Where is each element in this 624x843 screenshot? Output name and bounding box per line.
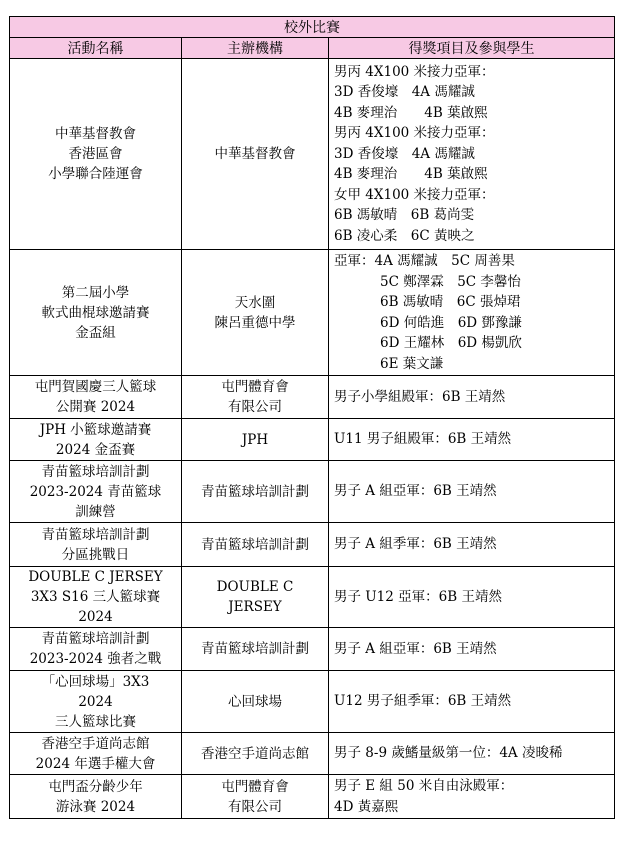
award-cell <box>329 775 615 819</box>
table-header-row <box>10 38 615 59</box>
organizer-line: 青苗籃球培訓計劃 <box>201 483 309 500</box>
organizer-line: 青苗籃球培訓計劃 <box>201 641 309 657</box>
award-line: 亞軍：4A 馮耀誠 5C 周善果 <box>334 253 515 269</box>
event-name-cell <box>10 775 182 819</box>
event-name-line: 中華基督教會 <box>55 126 136 142</box>
table-row <box>10 376 615 419</box>
event-name-line: 2024 <box>78 609 113 625</box>
table-row <box>10 419 615 461</box>
event-name-cell <box>10 461 182 523</box>
award-line: 男子 A 組亞軍：6B 王靖然 <box>334 483 497 500</box>
event-name-line: 3X3 S16 三人籃球賽 <box>30 589 161 605</box>
table-row <box>10 733 615 775</box>
award-line: 男子 A 組季軍：6B 王靖然 <box>334 536 497 553</box>
event-name-line: 2024 金盃賽 <box>55 441 136 458</box>
organizer-cell <box>182 671 329 733</box>
award-cell <box>329 567 615 628</box>
event-name-line: 屯門賀國慶三人籃球 <box>34 379 157 395</box>
event-name-cell <box>10 733 182 775</box>
award-line: 男丙 4X100 米接力亞軍： <box>334 125 495 142</box>
award-line: 4B 麥理治 4B 葉啟熙 <box>334 166 488 183</box>
award-line: 男子 A 組亞軍：6B 王靖然 <box>334 640 497 657</box>
event-name-line: 香港區會 <box>68 146 123 162</box>
table-title-row <box>10 17 615 38</box>
award-cell <box>329 628 615 671</box>
award-cell <box>329 250 615 376</box>
event-name-cell <box>10 567 182 628</box>
award-line: U11 男子組殿軍：6B 王靖然 <box>334 431 512 448</box>
award-cell <box>329 733 615 775</box>
event-name-line: 2023-2024 強者之戰 <box>29 651 162 667</box>
organizer-line: 香港空手道尚志館 <box>201 745 309 762</box>
table-title: 校外比賽 <box>10 17 615 38</box>
award-line: 6E 葉文謙 <box>380 355 444 372</box>
event-name-line: 2024 年選手權大會 <box>35 755 156 772</box>
event-name-cell <box>10 250 182 376</box>
header-organizer: 主辦機構 <box>182 38 329 59</box>
organizer-cell <box>182 733 329 775</box>
event-name-line: 游泳賽 2024 <box>55 798 136 815</box>
event-name-cell <box>10 419 182 461</box>
award-line: 6B 凌心柔 6C 黃映之 <box>334 227 475 244</box>
organizer-cell <box>182 461 329 523</box>
event-name-line: 青苗籃球培訓計劃 <box>41 463 150 480</box>
award-line: 男子 U12 亞軍：6B 王靖然 <box>334 588 502 605</box>
award-line: U12 男子組季軍：6B 王靖然 <box>334 693 512 710</box>
event-name-line: 「心回球場」3X3 <box>41 673 150 690</box>
table-row <box>10 59 615 250</box>
table-row <box>10 461 615 523</box>
event-name-line: 訓練營 <box>75 503 116 520</box>
award-line: 6D 何皓進 6D 鄧豫謙 <box>380 314 522 331</box>
event-name-line: 小學聯合陸運會 <box>48 166 143 182</box>
event-name-line: 分區挑戰日 <box>61 546 130 563</box>
awards-table <box>9 16 615 819</box>
organizer-line: 屯門體育會 <box>221 379 289 395</box>
award-cell <box>329 523 615 567</box>
award-line: 男子小學組殿軍：6B 王靖然 <box>334 388 506 405</box>
table-row <box>10 671 615 733</box>
event-name-line: 2023-2024 青苗籃球 <box>29 483 162 500</box>
award-line: 男子 E 組 50 米自由泳殿軍： <box>334 778 514 794</box>
organizer-line: 有限公司 <box>228 399 282 415</box>
table-row <box>10 567 615 628</box>
event-name-line: 香港空手道尚志館 <box>41 735 150 752</box>
event-name-line: 軟式曲棍球邀請賽 <box>41 304 150 321</box>
table-row <box>10 523 615 567</box>
organizer-cell <box>182 250 329 376</box>
organizer-line: 心回球場 <box>228 693 282 710</box>
event-name-line: 青苗籃球培訓計劃 <box>41 526 150 543</box>
organizer-line: 青苗籃球培訓計劃 <box>201 536 309 553</box>
event-name-line: 三人籃球比賽 <box>55 713 136 730</box>
award-line: 3D 香俊壕 4A 馮耀誠 <box>334 84 475 101</box>
organizer-cell <box>182 775 329 819</box>
organizer-line: JERSEY <box>228 599 282 615</box>
organizer-line: 天水圍 <box>234 294 276 311</box>
event-name-line: 第二屆小學 <box>61 284 130 301</box>
event-name-line: 2024 <box>78 693 113 710</box>
table-row <box>10 628 615 671</box>
event-name-cell <box>10 59 182 250</box>
organizer-line: 中華基督教會 <box>214 146 296 162</box>
organizer-line: 有限公司 <box>228 798 282 815</box>
organizer-line: 陳呂重德中學 <box>214 314 296 331</box>
award-line: 男子 8-9 歲鰭量級第一位：4A 凌晙稀 <box>334 745 563 762</box>
award-line: 男丙 4X100 米接力亞軍： <box>334 63 495 80</box>
event-name-cell <box>10 671 182 733</box>
table-row <box>10 250 615 376</box>
event-name-cell <box>10 376 182 419</box>
award-line: 女甲 4X100 米接力亞軍： <box>334 186 495 203</box>
organizer-line: DOUBLE C <box>216 579 294 595</box>
organizer-cell <box>182 567 329 628</box>
award-line: 6B 馮敏晴 6C 張焯珺 <box>380 294 521 310</box>
award-cell <box>329 376 615 419</box>
organizer-cell <box>182 523 329 567</box>
award-line: 4D 黃嘉熙 <box>334 798 399 815</box>
organizer-cell <box>182 419 329 461</box>
event-name-line: 公開賽 2024 <box>55 399 136 415</box>
award-cell <box>329 59 615 250</box>
organizer-cell <box>182 376 329 419</box>
event-name-line: 屯門盃分齡少年 <box>48 778 143 795</box>
header-event-name: 活動名稱 <box>10 38 182 59</box>
award-line: 4B 麥理治 4B 葉啟熙 <box>334 104 488 121</box>
award-line: 3D 香俊壕 4A 馮耀誠 <box>334 145 475 162</box>
event-name-line: JPH 小籃球邀請賽 <box>39 421 152 438</box>
organizer-line: 屯門體育會 <box>221 778 289 795</box>
event-name-line: 青苗籃球培訓計劃 <box>41 631 150 647</box>
organizer-cell <box>182 59 329 250</box>
award-cell <box>329 461 615 523</box>
award-line: 5C 鄭澤霖 5C 李馨怡 <box>380 273 521 290</box>
header-award: 得獎項目及參與學生 <box>329 38 615 59</box>
award-line: 6B 馮敏晴 6B 葛尚雯 <box>334 207 475 224</box>
award-line: 6D 王耀林 6D 楊凱欣 <box>380 335 522 351</box>
event-name-line: DOUBLE C JERSEY <box>28 569 163 585</box>
table-row <box>10 775 615 819</box>
award-cell <box>329 419 615 461</box>
event-name-cell <box>10 628 182 671</box>
event-name-line: 金盃組 <box>75 324 116 341</box>
organizer-cell <box>182 628 329 671</box>
award-cell <box>329 671 615 733</box>
event-name-cell <box>10 523 182 567</box>
organizer-line: JPH <box>241 431 269 448</box>
